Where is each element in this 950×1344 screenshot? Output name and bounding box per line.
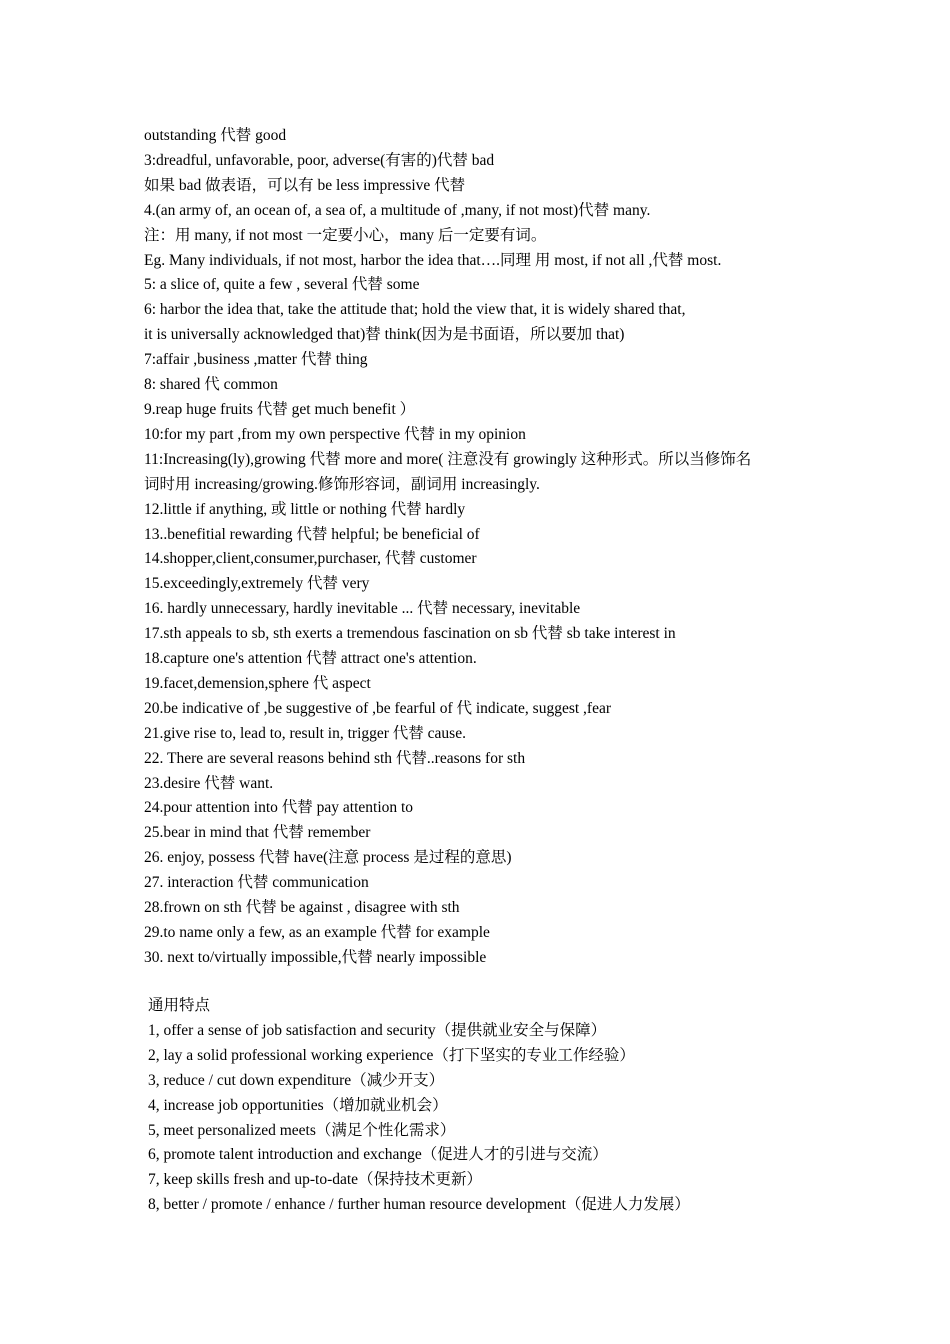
list-item: 30. next to/virtually impossible,代替 nearly impossible <box>144 948 487 966</box>
list-item: 29.to name only a few, as an example 代替 for example <box>144 924 490 941</box>
list-item: 8: shared 代 common <box>144 376 278 394</box>
list-item: 2, lay a solid professional working experience（打下坚实的专业工作经验） <box>148 1046 635 1064</box>
list-item: 7, keep skills fresh and up-to-date（保持技术更新） <box>148 1171 483 1189</box>
list-item: 16. hardly unnecessary, hardly inevitable ... 代替 necessary, inevitable <box>144 600 581 618</box>
list-item: 23.desire 代替 want. <box>144 774 274 792</box>
list-item: 25.bear in mind that 代替 remember <box>144 824 371 842</box>
list-item: 6, promote talent introduction and exchange（促进人才的引进与交流） <box>148 1146 608 1164</box>
list-item: outstanding 代替 good <box>144 127 287 144</box>
list-item: it is universally acknowledged that)替 think(因为是书面语，所以要加 that) <box>144 326 625 344</box>
list-item: 12.little if anything, 或 little or nothing 代替 hardly <box>144 500 466 518</box>
section-heading: 通用特点 <box>148 997 211 1014</box>
list-item: 28.frown on sth 代替 be against , disagree with sth <box>144 899 460 917</box>
list-item: 21.give rise to, lead to, result in, trigger 代替 cause. <box>144 724 466 742</box>
list-item: 6: harbor the idea that, take the attitude that; hold the view that, it is widely shared that, <box>144 301 686 319</box>
list-item: 14.shopper,client,consumer,purchaser, 代替 customer <box>144 550 477 568</box>
list-item: 3:dreadful, unfavorable, poor, adverse(有害的)代替 bad <box>144 151 495 169</box>
list-item: 4.(an army of, an ocean of, a sea of, a multitude of ,many, if not most)代替 many. <box>144 201 651 219</box>
list-item: 17.sth appeals to sb, sth exerts a tremendous fascination on sb 代替 sb take interest in <box>144 625 676 643</box>
list-item: 词时用 increasing/growing.修饰形容词，副词用 increasingly. <box>144 475 540 493</box>
list-item: 1, offer a sense of job satisfaction and security（提供就业安全与保障） <box>148 1021 607 1039</box>
list-item: 27. interaction 代替 communication <box>144 874 369 892</box>
list-item: 4, increase job opportunities（增加就业机会） <box>148 1096 448 1114</box>
list-item: 8, better / promote / enhance / further human resource development（促进人力发展） <box>148 1196 690 1214</box>
list-item: 20.be indicative of ,be suggestive of ,be fearful of 代 indicate, suggest ,fear <box>144 699 611 717</box>
list-item: 18.capture one's attention 代替 attract one's attention. <box>144 650 477 668</box>
common-features-section <box>148 994 828 1218</box>
list-item: 22. There are several reasons behind sth 代替..reasons for sth <box>144 749 526 767</box>
list-item: 3, reduce / cut down expenditure（减少开支） <box>148 1071 445 1089</box>
list-item: 11:Increasing(ly),growing 代替 more and more( 注意没有 growingly 这种形式。所以当修饰名 <box>144 450 752 468</box>
list-item: 5, meet personalized meets（满足个性化需求） <box>148 1121 456 1139</box>
list-item: 注：用 many, if not most 一定要小心，many 后一定要有词。 <box>144 226 547 244</box>
list-item: 19.facet,demension,sphere 代 aspect <box>144 674 371 692</box>
list-item: 7:affair ,business ,matter 代替 thing <box>144 351 368 369</box>
list-item: 5: a slice of, quite a few , several 代替 some <box>144 276 420 294</box>
list-item: 26. enjoy, possess 代替 have(注意 process 是过程的意思) <box>144 849 512 867</box>
vocabulary-substitution-list <box>144 124 824 971</box>
list-item: 如果 bad 做表语，可以有 be less impressive 代替 <box>144 176 466 194</box>
list-item: 13..benefitial rewarding 代替 helpful; be beneficial of <box>144 525 480 543</box>
list-item: 9.reap huge fruits 代替 get much benefit ） <box>144 400 416 418</box>
list-item: 10:for my part ,from my own perspective 代替 in my opinion <box>144 425 526 443</box>
list-item: Eg. Many individuals, if not most, harbor the idea that….同理 用 most, if not all ,代替 most. <box>144 251 722 269</box>
list-item: 24.pour attention into 代替 pay attention to <box>144 799 414 817</box>
list-item: 15.exceedingly,extremely 代替 very <box>144 575 370 593</box>
